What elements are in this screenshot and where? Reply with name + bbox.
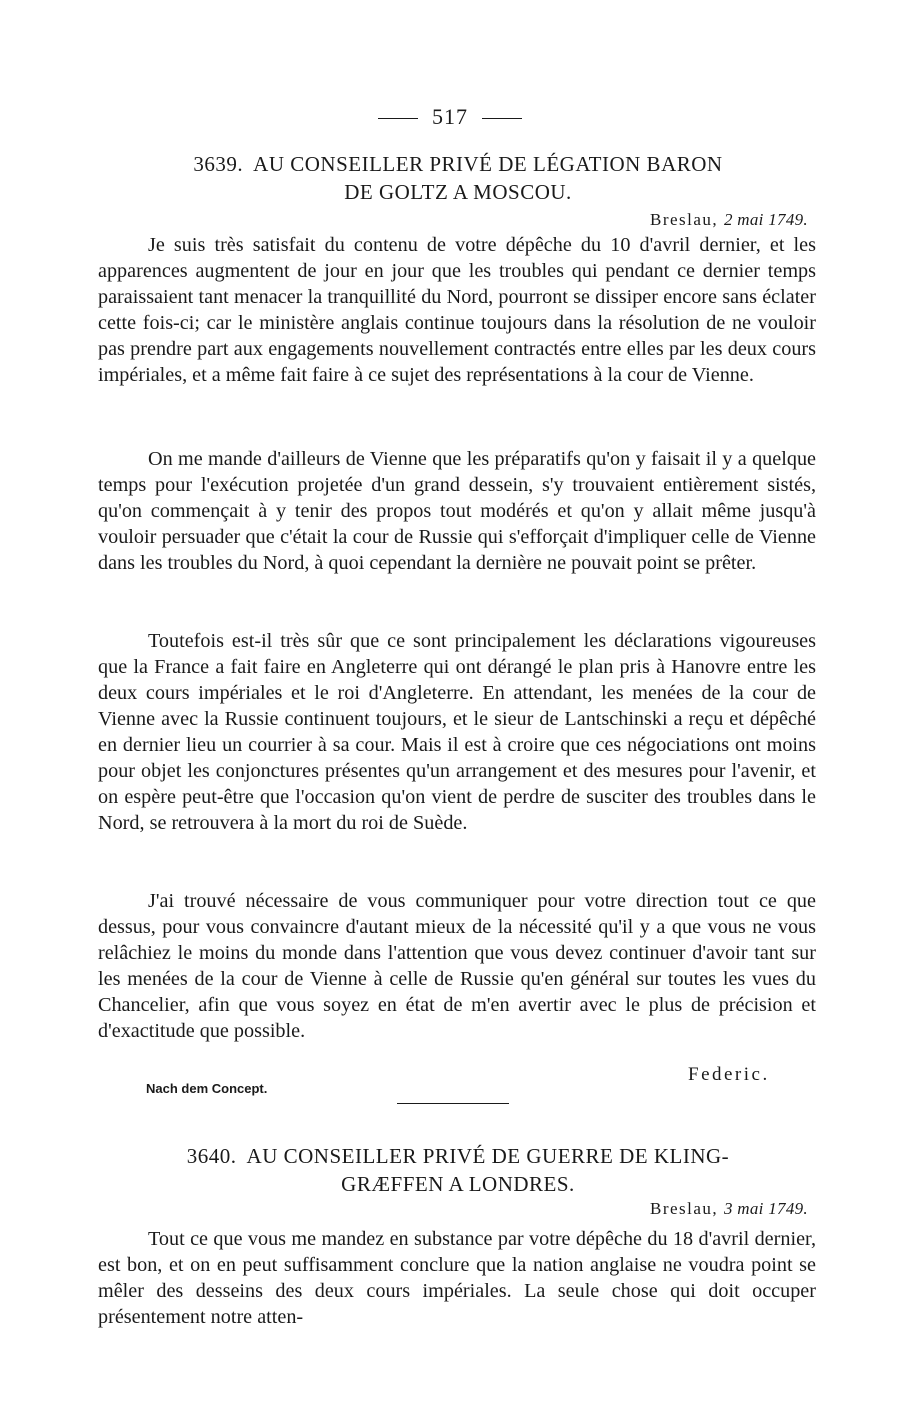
page-number-dash-right [482,118,522,119]
letter-title-line2: DE GOLTZ A MOSCOU. [344,180,572,204]
page-number [0,104,900,130]
dateline-date: 3 mai 1749. [723,1199,808,1218]
letter-paragraph: Tout ce que vous me mandez en substance par votre dépêche du 18 d'avril dernier, est bon, et on en peut suffisamment conclure que la nation anglaise ne voudra point se mêler des desseins des deux cours impériales. La seule chose qui doit occuper présentement notre atten- [98,1228,816,1328]
letter-heading-line1 [98,1142,818,1170]
letter-heading-line1 [98,150,818,178]
page-number-dash-left [378,118,418,119]
letter-dateline-3639 [650,210,808,230]
letter-title-line1: AU CONSEILLER PRIVÉ DE LÉGATION BARON [253,152,723,176]
page-number-text: 517 [432,104,468,129]
section-divider [397,1103,509,1104]
letter-title-line2: GRÆFFEN A LONDRES. [341,1172,575,1196]
letter-number: 3639. [193,152,244,176]
letter-heading-3639 [98,150,818,206]
letter-paragraph: Toutefois est-il très sûr que ce sont principalement les déclarations vigoureuses que la France a fait faire en Angleterre qui ont dérangé le plan pris à Hanovre entre les deux cours impériales et le roi d'Angleterre. En attendant, les menées de la cour de Vienne avec la Russie continuent toujours, et le sieur de Lantschinski a reçu et dépêché en dernier lieu un courrier à sa cour. Mais il est à croire que ces négociations ont moins pour objet les conjonctures présentes qu'un arrangement et des mesures pour l'avenir, et on espère peut-être que l'occasion qu'on vient de perdre de susciter des troubles dans le Nord, se retrouvera à la mort du roi de Suède. [98,630,816,834]
dateline-date: 2 mai 1749. [723,210,808,229]
letter-heading-3640 [98,1142,818,1198]
letter-paragraph: Je suis très satisfait du contenu de votre dépêche du 10 d'avril dernier, et les apparences augmentent de jour en jour que les troubles qui pendant ce dernier temps paraissaient tant menacer la tranquillité du Nord, pourront se dissiper encore sans éclater cette fois-ci; car le ministère anglais continue toujours dans la résolution de ne vouloir pas prendre part aux engagements nouvellement contractés entre elles par les deux cours impériales, et a même fait faire à ce sujet des représentations à la cour de Vienne. [98,234,816,386]
letter-title-line1: AU CONSEILLER PRIVÉ DE GUERRE DE KLING- [246,1144,730,1168]
dateline-place: Breslau, [650,1199,719,1218]
letter-paragraph: On me mande d'ailleurs de Vienne que les préparatifs qu'on y faisait il y a quelque temps pour l'exécution projetée d'un grand dessein, s'y trouvaient entièrement sistés, qu'on commençait à y tenir des propos tout modérés et qu'on y allait même jusqu'à vouloir persuader que c'était la cour de Russie qui s'efforçait d'impliquer celle de Vienne dans les troubles du Nord, à quoi cependant la dernière ne pouvait point se prêter. [98,448,816,574]
letter-dateline-3640 [650,1199,808,1219]
source-note: Nach dem Concept. [146,1081,268,1096]
dateline-place: Breslau, [650,210,719,229]
letter-number: 3640. [186,1144,237,1168]
signature: Federic. [688,1064,770,1085]
letter-paragraph: J'ai trouvé nécessaire de vous communiquer pour votre direction tout ce que dessus, pour vous convaincre d'autant mieux de la nécessité qu'il y a que vous ne vous relâchiez le moins du monde dans l'attention que vous devez continuer d'avoir tant sur les menées de la cour de Vienne à celle de Russie qu'en général sur toutes les vues du Chancelier, afin que vous soyez en état de m'en avertir avec le plus de précision et d'exactitude que possible. [98,890,816,1042]
